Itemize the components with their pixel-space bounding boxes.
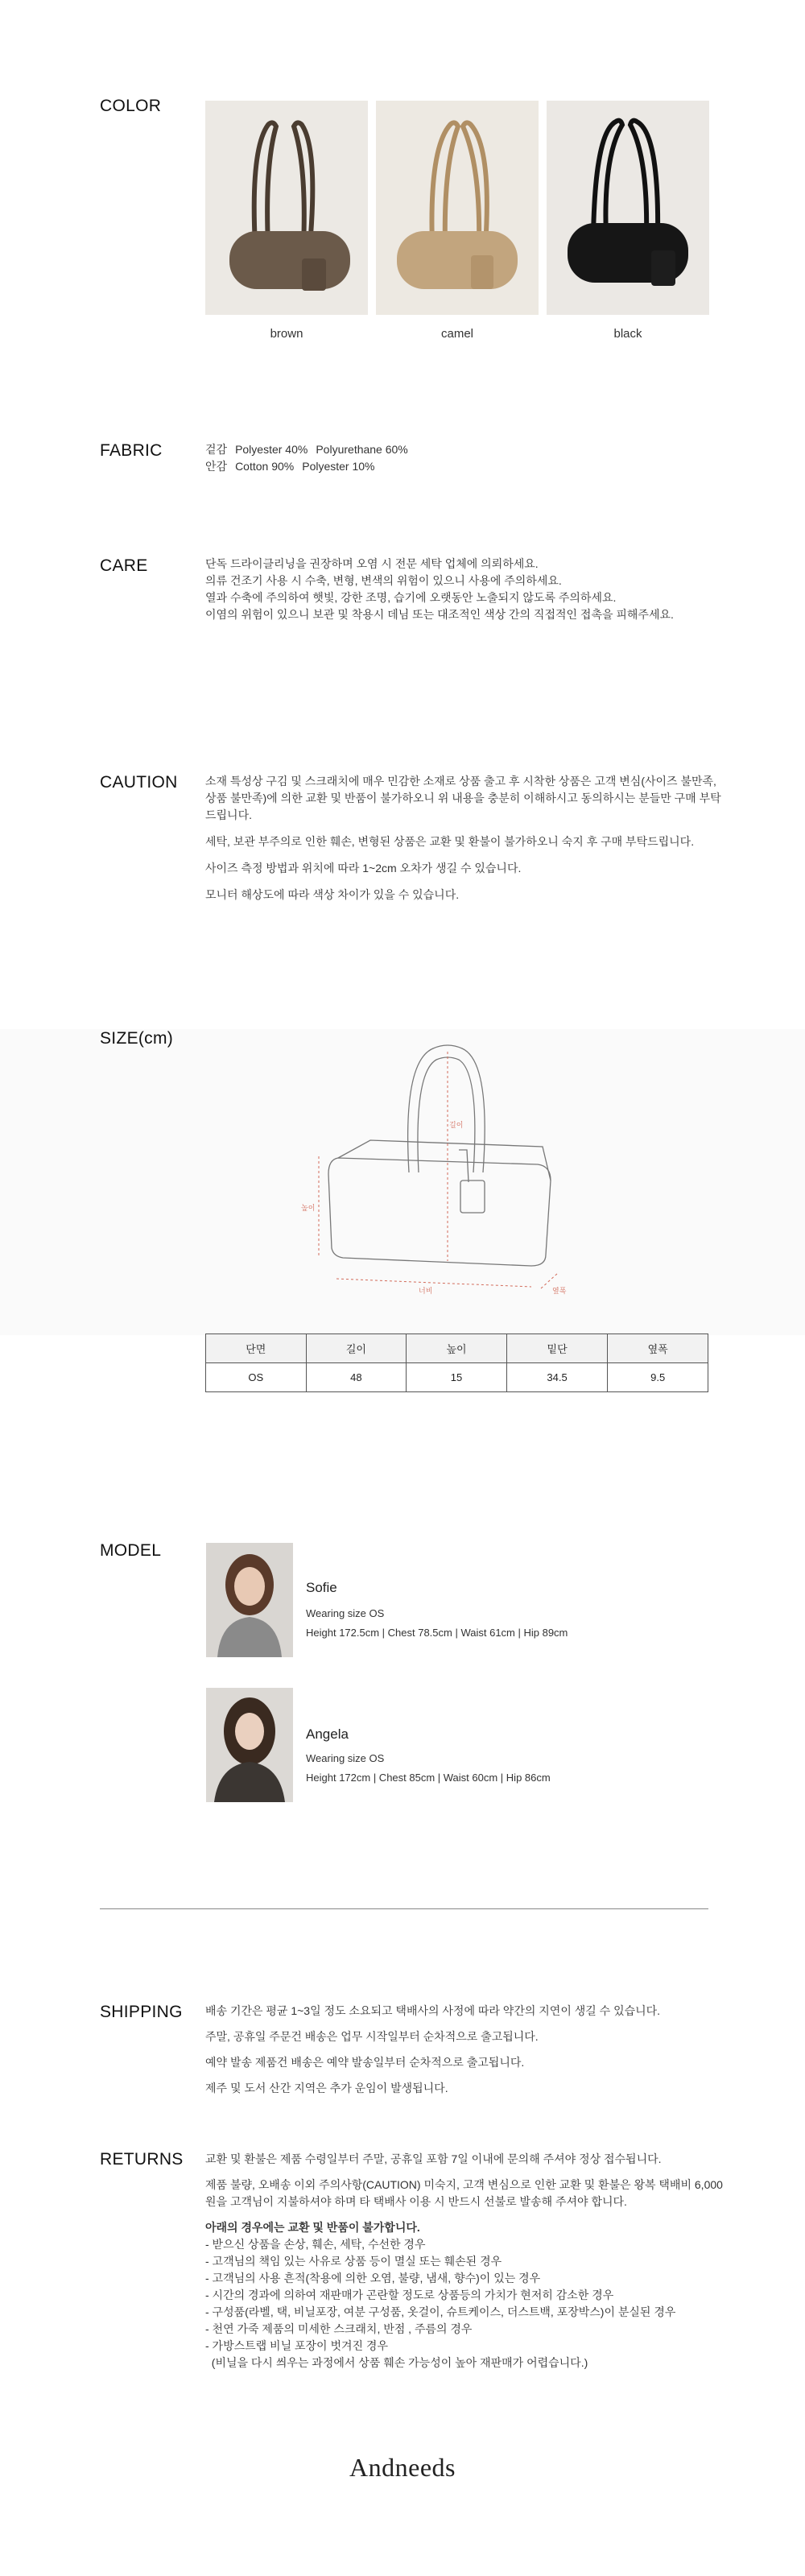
color-swatch-camel[interactable] — [376, 101, 539, 315]
care-text — [205, 556, 729, 623]
diagram-width-label: 너비 — [419, 1287, 433, 1295]
returns-list-item: - 가방스트랩 비닐 포장이 벗겨진 경우 — [205, 2339, 388, 2352]
color-swatch-brown[interactable] — [205, 101, 368, 315]
size-header: 옆폭 — [608, 1334, 708, 1363]
model-section-title: MODEL — [100, 1541, 162, 1560]
size-header: 밑단 — [506, 1334, 608, 1363]
fabric-item: Polyester 40% — [235, 443, 308, 456]
model-info — [306, 1604, 568, 1643]
caution-paragraph: 소재 특성상 구김 및 스크래치에 매우 민감한 소재로 상품 출고 후 시착한 상품은 고객 변심(사이즈 불만족, 상품 불만족)에 의한 교환 및 반품이 불가하오니 위 내용을 충분히 이해하시고 동의하시는 분들만 구매 부탁드립니다. — [205, 775, 721, 821]
fabric-item: Polyurethane 60% — [316, 443, 408, 456]
model-info — [306, 1749, 551, 1788]
color-label-brown: brown — [270, 327, 303, 341]
model-portrait-sofie — [206, 1543, 293, 1657]
size-table — [205, 1333, 708, 1392]
returns-list-item: - 받으신 상품을 손상, 훼손, 세탁, 수선한 경우 — [205, 2238, 426, 2251]
returns-intro: 교환 및 환불은 제품 수령일부터 주말, 공휴일 포함 7일 이내에 문의해 주셔야 정상 접수됩니다. — [205, 2152, 662, 2165]
fabric-item: Cotton 90% — [235, 460, 295, 473]
returns-text — [205, 2151, 729, 2371]
size-section-title: SIZE(cm) — [100, 1029, 174, 1048]
model-photo-sofie — [206, 1543, 293, 1657]
care-line: 열과 수축에 주의하여 햇빛, 강한 조명, 습기에 오랫동안 노출되지 않도록 주의하세요. — [205, 591, 617, 604]
size-cell: 15 — [407, 1363, 507, 1392]
care-line: 단독 드라이클리닝을 권장하며 오염 시 전문 세탁 업체에 의뢰하세요. — [205, 557, 539, 570]
returns-list-item: - 구성품(라벨, 택, 비닐포장, 여분 구성품, 옷걸이, 슈트케이스, 더스트백, 포장박스)이 분실된 경우 — [205, 2305, 676, 2318]
returns-list-title: 아래의 경우에는 교환 및 반품이 불가합니다. — [205, 2221, 420, 2234]
returns-list-item: - 고객님의 책임 있는 사유로 상품 등이 멸실 또는 훼손된 경우 — [205, 2255, 502, 2268]
caution-paragraph: 세탁, 보관 부주의로 인한 훼손, 변형된 상품은 교환 및 환불이 불가하오니 숙지 후 구매 부탁드립니다. — [205, 835, 695, 848]
brand-logo: Andneeds — [349, 2453, 456, 2482]
section-divider — [100, 1908, 708, 1909]
caution-text — [205, 773, 729, 903]
model-photo-angela — [206, 1688, 293, 1802]
diagram-height-label: 높이 — [301, 1204, 316, 1212]
shipping-text — [205, 2003, 729, 2097]
color-label-camel: camel — [440, 327, 473, 341]
model-portrait-angela — [206, 1688, 293, 1802]
caution-paragraph: 모니터 해상도에 따라 색상 차이가 있을 수 있습니다. — [205, 888, 460, 901]
care-section-title: CARE — [100, 556, 148, 575]
fabric-row-lining — [205, 458, 729, 475]
caution-section-title: CAUTION — [100, 773, 178, 792]
table-row — [206, 1363, 708, 1392]
model-name: Sofie — [306, 1580, 337, 1595]
model-wearing-size: Wearing size OS — [306, 1752, 385, 1764]
size-table-header-row — [206, 1334, 708, 1363]
size-cell: 34.5 — [506, 1363, 608, 1392]
fabric-composition — [205, 441, 729, 475]
diagram-length-label: 길이 — [449, 1121, 464, 1129]
fabric-row-outer — [205, 441, 729, 458]
fabric-part: 겉감 — [205, 443, 228, 456]
bag-photo-brown — [205, 101, 368, 315]
size-cell: 48 — [306, 1363, 407, 1392]
size-cell: OS — [206, 1363, 307, 1392]
bag-photo-black — [547, 101, 709, 315]
size-header: 단면 — [206, 1334, 307, 1363]
returns-list-item: - 천연 가죽 제품의 미세한 스크래치, 반점 , 주름의 경우 — [205, 2322, 473, 2335]
model-wearing-size: Wearing size OS — [306, 1607, 385, 1619]
color-swatch-black[interactable] — [547, 101, 709, 315]
model-measurements: Height 172cm | Chest 85cm | Waist 60cm | Hip 86cm — [306, 1772, 551, 1784]
shipping-paragraph: 예약 발송 제품건 배송은 예약 발송일부터 순차적으로 출고됩니다. — [205, 2056, 525, 2069]
shipping-paragraph: 배송 기간은 평균 1~3일 정도 소요되고 택배사의 사정에 따라 약간의 지연이 생길 수 있습니다. — [205, 2004, 661, 2017]
color-section-title: COLOR — [100, 97, 162, 115]
shipping-paragraph: 제주 및 도서 산간 지역은 추가 운임이 발생됩니다. — [205, 2082, 448, 2094]
size-header: 길이 — [306, 1334, 407, 1363]
fabric-section-title: FABRIC — [100, 441, 163, 460]
model-name: Angela — [306, 1726, 349, 1742]
bag-photo-camel — [376, 101, 539, 315]
fabric-item: Polyester 10% — [302, 460, 375, 473]
shipping-section-title: SHIPPING — [100, 2003, 183, 2021]
returns-intro: 제품 불량, 오배송 이외 주의사항(CAUTION) 미숙지, 고객 변심으로 인한 교환 및 환불은 왕복 택배비 6,000원을 고객님이 지불하셔야 하며 타 택배사 이용 시 반드시 선불로 발송해 주셔야 합니다. — [205, 2178, 723, 2208]
fabric-part: 안감 — [205, 460, 228, 473]
care-line: 이염의 위험이 있으니 보관 및 착용시 데님 또는 대조적인 색상 간의 직접적인 접촉을 피해주세요. — [205, 608, 674, 621]
diagram-side-label: 옆폭 — [552, 1287, 567, 1295]
returns-list-item: - 고객님의 사용 흔적(착용에 의한 오염, 불량, 냄새, 향수)이 있는 경우 — [205, 2272, 541, 2284]
care-line: 의류 건조기 사용 시 수축, 변형, 변색의 위험이 있으니 사용에 주의하세요. — [205, 574, 562, 587]
size-cell: 9.5 — [608, 1363, 708, 1392]
caution-paragraph: 사이즈 측정 방법과 위치에 따라 1~2cm 오차가 생길 수 있습니다. — [205, 862, 522, 875]
shipping-paragraph: 주말, 공휴일 주문건 배송은 업무 시작일부터 순차적으로 출고됩니다. — [205, 2030, 539, 2043]
returns-section-title: RETURNS — [100, 2150, 184, 2169]
model-measurements: Height 172.5cm | Chest 78.5cm | Waist 61cm | Hip 89cm — [306, 1627, 568, 1639]
color-label-black: black — [613, 327, 642, 341]
size-header: 높이 — [407, 1334, 507, 1363]
bag-size-diagram — [290, 1037, 596, 1327]
returns-list-item: - 시간의 경과에 의하여 재판매가 곤란할 정도로 상품등의 가치가 현저히 감소한 경우 — [205, 2289, 614, 2301]
returns-list-item: (비닐을 다시 씌우는 과정에서 상품 훼손 가능성이 높아 재판매가 어렵습니다.) — [205, 2356, 588, 2369]
